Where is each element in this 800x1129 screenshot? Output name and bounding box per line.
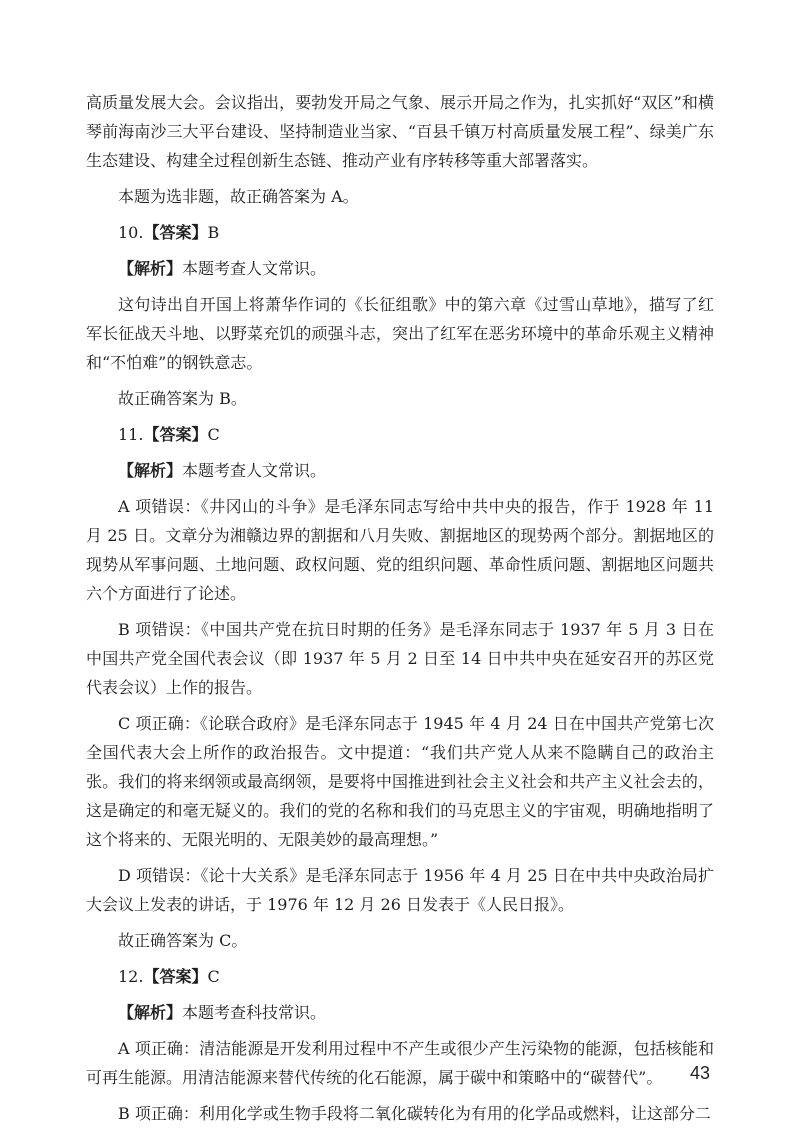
paragraph [86, 384, 714, 413]
paragraph-text: 本题考查人文常识。 [182, 259, 327, 278]
paragraph-text: C [207, 967, 220, 986]
paragraph-text: B 项错误：《中国共产党在抗日时期的任务》是毛泽东同志于 1937 年 5 月 3 日在中国共产党全国代表会议（即 1937 年 5 月 2 日至 14 日中共中央在延安召开的苏区党代表会议）上作的报告。 [86, 620, 714, 697]
paragraph [86, 290, 714, 377]
section-label: 【答案】 [143, 425, 208, 444]
paragraph-text: 本题为选非题，故正确答案为 A。 [118, 187, 359, 206]
paragraph-text: B 项正确：利用化学或生物手段将二氧化碳转化为有用的化学品或燃料，让这部分二 [118, 1104, 711, 1123]
paragraph [86, 88, 714, 175]
paragraph [86, 492, 714, 608]
section-label: 【解析】 [118, 461, 183, 480]
paragraph-text: 本题考查人文常识。 [182, 461, 327, 480]
paragraph-text: 本题考查科技常识。 [182, 1003, 327, 1022]
paragraph-text: 故正确答案为 C。 [118, 931, 248, 950]
section-label: 【答案】 [143, 223, 208, 242]
question-number: 11. [118, 425, 144, 444]
page-number: 43 [690, 1063, 711, 1083]
paragraph-text: A 项正确：清洁能源是开发利用过程中不产生或很少产生污染物的能源，包括核能和可再生能源。用清洁能源来替代传统的化石能源，属于碳中和策略中的“碳替代”。 [86, 1039, 714, 1087]
paragraph [86, 456, 714, 485]
paragraph-text: C 项正确：《论联合政府》是毛泽东同志于 1945 年 4 月 24 日在中国共产党第七次全国代表大会上所作的政治报告。文中提道：“我们共产党人从来不隐瞒自己的政治主张。我们的将来纲领或最高纲领，是要将中国推进到社会主义社会和共产主义社会去的，这是确定的和毫无疑义的。我们的党的名称和我们的马克思主义的宇宙观，明确地指明了这个将来的、无限光明的、无限美妙的最高理想。” [86, 714, 714, 849]
paragraph [86, 182, 714, 211]
paragraph [86, 420, 714, 449]
paragraph [86, 861, 714, 919]
paragraph-text: C [207, 425, 220, 444]
paragraph [86, 962, 714, 991]
paragraph-text: B [207, 223, 220, 242]
paragraph-text: 高质量发展大会。会议指出，要勃发开局之气象、展示开局之作为，扎实抓好“双区”和横琴前海南沙三大平台建设、坚持制造业当家、“百县千镇万村高质量发展工程”、绿美广东生态建设、构建全过程创新生态链、推动产业有序转移等重大部署落实。 [86, 93, 714, 170]
paragraph-text: D 项错误：《论十大关系》是毛泽东同志于 1956 年 4 月 25 日在中共中央政治局扩大会议上发表的讲话，于 1976 年 12 月 26 日发表于《人民日报》。 [86, 866, 714, 914]
section-label: 【答案】 [143, 967, 208, 986]
paragraph [86, 254, 714, 283]
paragraph-text: A 项错误：《井冈山的斗争》是毛泽东同志写给中共中央的报告，作于 1928 年 11 月 25 日。文章分为湘赣边界的割据和八月失败、割据地区的现势两个部分。割据地区的现势从军事问题、土地问题、政权问题、党的组织问题、革命性质问题、割据地区问题共六个方面进行了论述。 [86, 497, 714, 603]
section-label: 【解析】 [118, 259, 183, 278]
section-label: 【解析】 [118, 1003, 183, 1022]
question-number: 12. [118, 967, 144, 986]
paragraph [86, 998, 714, 1027]
paragraph [86, 218, 714, 247]
paragraph-text: 这句诗出自开国上将萧华作词的《长征组歌》中的第六章《过雪山草地》，描写了红军长征战天斗地、以野菜充饥的顽强斗志，突出了红军在恶劣环境中的革命乐观主义精神和“不怕难”的钢铁意志。 [86, 295, 714, 372]
body-text [86, 88, 714, 1128]
paragraph [86, 926, 714, 955]
question-number: 10. [118, 223, 144, 242]
paragraph [86, 1034, 714, 1092]
paragraph [86, 709, 714, 854]
paragraph [86, 615, 714, 702]
paragraph-text: 故正确答案为 B。 [118, 389, 247, 408]
paragraph [86, 1099, 714, 1128]
